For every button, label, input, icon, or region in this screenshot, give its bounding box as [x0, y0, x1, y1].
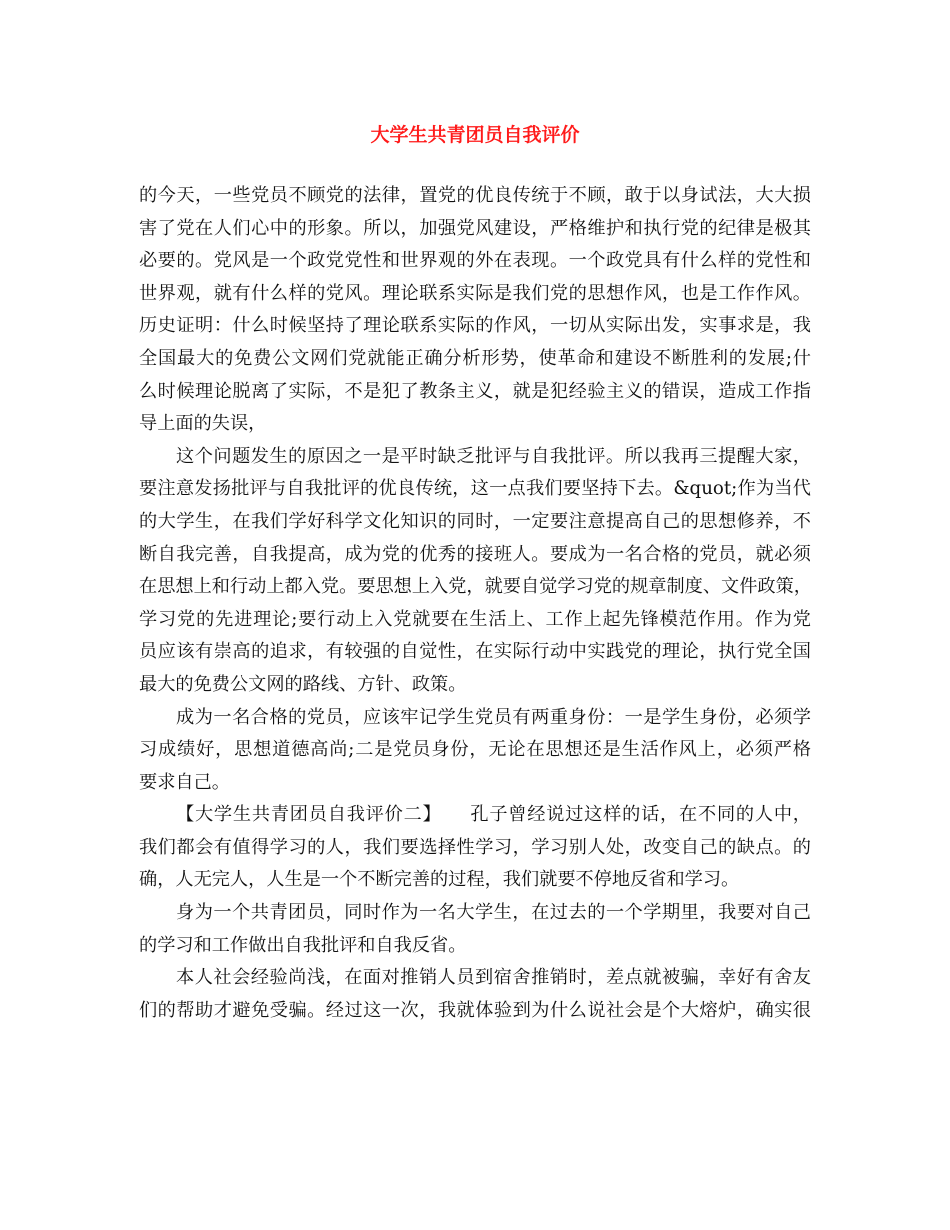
- text-line: 本人社会经验尚浅，在面对推销人员到宿舍推销时，差点就被骗，幸好有舍友: [176, 967, 811, 989]
- text-line: 全国最大的免费公文网们党就能正确分析形势，使革命和建设不断胜利的发展;什: [139, 347, 811, 369]
- text-line: 在思想上和行动上都入党。要思想上入党，就要自觉学习党的规章制度、文件政策，: [139, 576, 812, 598]
- page-title: 大学生共青团员自我评价: [370, 124, 580, 146]
- text-line: 世界观，就有什么样的党风。理论联系实际是我们党的思想作风，也是工作作风。: [139, 282, 811, 304]
- text-line: 最大的免费公文网的路线、方针、政策。: [139, 673, 467, 695]
- text-line: 我们都会有值得学习的人，我们要选择性学习，学习别人处，改变自己的缺点。的: [139, 836, 811, 858]
- text-line: 导上面的失误，: [139, 413, 267, 435]
- text-line: 【大学生共青团员自我评价二】 孔子曾经说过这样的话，在不同的人中，: [176, 804, 811, 826]
- text-line: 的学习和工作做出自我批评和自我反省。: [139, 934, 467, 956]
- text-line: 的今天，一些党员不顾党的法律，置党的优良传统于不顾，敢于以身试法，大大损: [139, 185, 811, 206]
- text-line: 学习党的先进理论;要行动上入党就要在生活上、工作上起先锋模范作用。作为党: [139, 608, 811, 630]
- text-line: 么时候理论脱离了实际，不是犯了教条主义，就是犯经验主义的错误，造成工作指: [139, 380, 811, 402]
- text-line: 历史证明：什么时候坚持了理论联系实际的作风，一切从实际出发，实事求是，我: [139, 315, 811, 337]
- text-line: 确，人无完人，人生是一个不断完善的过程，我们就要不停地反省和学习。: [139, 869, 740, 891]
- text-line: 断自我完善，自我提高，成为党的优秀的接班人。要成为一名合格的党员，就必须: [139, 543, 811, 565]
- text-line: 必要的。党风是一个政党党性和世界观的外在表现。一个政党具有什么样的党性和: [139, 250, 811, 272]
- text-line: 成为一名合格的党员，应该牢记学生党员有两重身份：一是学生身份，必须学: [176, 706, 811, 728]
- text-line: 们的帮助才避免受骗。经过这一次，我就体验到为什么说社会是个大熔炉，确实很: [139, 999, 811, 1021]
- document-body: [139, 180, 811, 1027]
- text-line: 要求自己。: [139, 771, 230, 793]
- text-line: 这个问题发生的原因之一是平时缺乏批评与自我批评。所以我再三提醒大家，: [176, 445, 811, 467]
- text-line: 员应该有崇高的追求，有较强的自觉性，在实际行动中实践党的理论，执行党全国: [139, 641, 811, 663]
- text-line: 的大学生，在我们学好科学文化知识的同时，一定要注意提高自己的思想修养，不: [139, 510, 811, 532]
- text-line: 习成绩好，思想道德高尚;二是党员身份，无论在思想还是生活作风上，必须严格: [139, 739, 811, 761]
- text-line: 要注意发扬批评与自我批评的优良传统，这一点我们要坚持下去。&quot;作为当代: [139, 478, 811, 500]
- text-line: 害了党在人们心中的形象。所以，加强党风建设，严格维护和执行党的纪律是极其: [139, 217, 811, 239]
- text-line: 身为一个共青团员，同时作为一名大学生，在过去的一个学期里，我要对自己: [176, 902, 811, 924]
